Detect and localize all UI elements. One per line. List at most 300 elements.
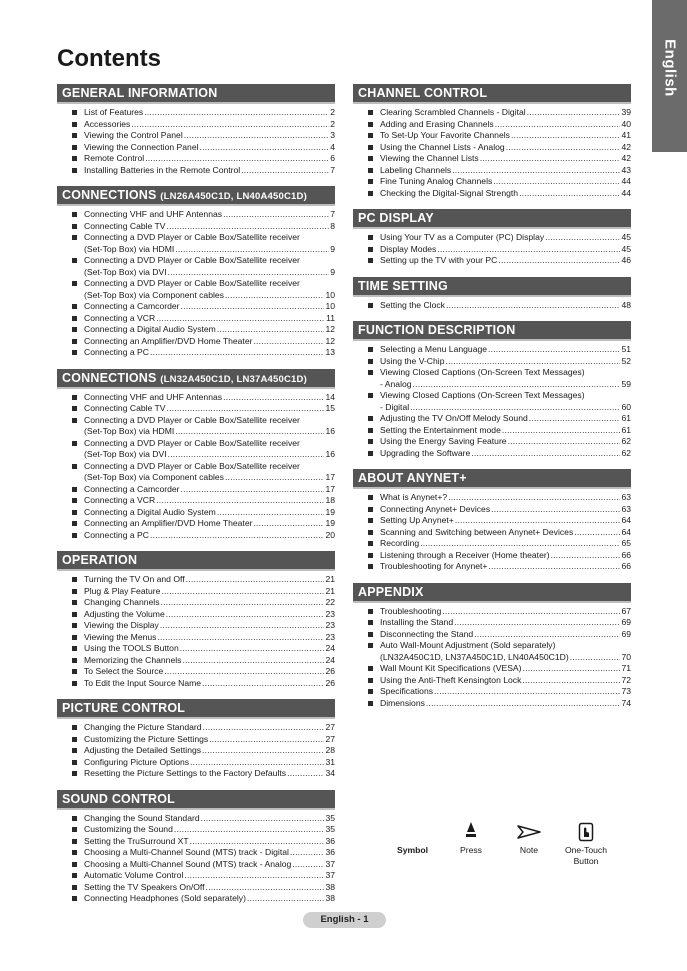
toc-entry-text: Viewing the Connection Panel — [84, 141, 199, 152]
toc-entry — [57, 882, 335, 894]
legend-press-label: Press — [460, 845, 482, 855]
toc-entry-text: Choosing a Multi-Channel Sound (MTS) track - Digital — [84, 847, 289, 857]
toc-entry-page: 2 — [330, 107, 335, 117]
toc-entry-page: 63 — [621, 492, 631, 502]
toc-entry-text: Setting Up Anynet+ — [380, 515, 454, 525]
toc-entry-text-line1: Connecting a DVD Player or Cable Box/Satellite receiver — [84, 278, 300, 288]
toc-entry-page: 7 — [330, 164, 335, 175]
dot-leader — [174, 824, 325, 836]
toc-entry-page: 9 — [330, 243, 335, 254]
toc-entry-text: Connecting a Digital Audio System — [84, 506, 216, 517]
dot-leader — [523, 663, 621, 675]
toc-entry — [57, 495, 335, 507]
toc-section-picture-control — [57, 699, 335, 780]
dot-leader — [167, 221, 330, 233]
toc-entry-text: Connecting VHF and UHF Antennas — [84, 209, 223, 219]
toc-entry-text: Adjusting the Detailed Settings — [84, 745, 202, 755]
dot-leader — [225, 290, 324, 302]
toc-entry-text: (Set-Top Box) via DVI — [84, 449, 167, 459]
toc-entry — [353, 640, 631, 663]
toc-entry-page: 27 — [325, 733, 335, 744]
toc-entry-text: Connecting Anynet+ Devices — [380, 503, 491, 514]
toc-entry-text: (Set-Top Box) via Component cables — [84, 472, 224, 482]
toc-entry-text-line1: Viewing Closed Captions (On-Screen Text Messages) — [380, 390, 585, 400]
dot-leader — [290, 847, 325, 859]
dot-leader — [434, 686, 620, 698]
toc-entry-page: 24 — [325, 654, 335, 665]
toc-entry-page: 17 — [325, 483, 335, 494]
toc-entry-page: 12 — [325, 335, 335, 346]
toc-entry-page: 36 — [325, 835, 335, 846]
toc-entry-text: Configuring Picture Options — [84, 756, 190, 767]
toc-entry-text: Connecting a VCR — [84, 312, 156, 323]
toc-entry-page: 26 — [325, 677, 335, 688]
toc-entry-page: 66 — [621, 549, 631, 560]
toc-entry — [57, 347, 335, 359]
toc-entry-page: 3 — [330, 130, 335, 140]
toc-entry — [57, 620, 335, 632]
toc-entry-page: 74 — [621, 697, 631, 708]
toc-entry-list — [353, 492, 631, 573]
toc-entry-page: 42 — [621, 141, 631, 152]
section-heading-text: OPERATION — [62, 553, 138, 567]
page-title: Contents — [57, 45, 161, 72]
toc-entry — [353, 176, 631, 188]
toc-entry-text: Connecting Cable TV — [84, 220, 166, 231]
toc-entry-list — [57, 209, 335, 359]
toc-entry-page: 70 — [621, 651, 631, 662]
toc-entry-text: To Edit the Input Source Name — [84, 677, 202, 688]
toc-entry-text: Turning the TV On and Off — [84, 574, 185, 584]
dot-leader — [570, 652, 621, 664]
toc-entry-text: Using the TOOLS Button — [84, 643, 179, 653]
dot-leader — [164, 666, 324, 678]
section-heading — [353, 583, 631, 603]
toc-entry — [57, 824, 335, 836]
toc-section-pc-display — [353, 209, 631, 267]
toc-entry-page: 12 — [325, 324, 335, 334]
toc-entry-text: Fine Tuning Analog Channels — [380, 176, 493, 186]
toc-entry — [353, 561, 631, 573]
legend-one-touch — [561, 822, 611, 866]
section-heading — [353, 321, 631, 341]
toc-entry-page: 9 — [330, 266, 335, 277]
toc-entry-page: 11 — [326, 312, 335, 323]
dot-leader — [502, 425, 621, 437]
toc-entry-list — [353, 344, 631, 459]
dot-leader — [442, 606, 620, 618]
dot-leader — [413, 379, 621, 391]
toc-entry — [57, 130, 335, 142]
dot-leader — [488, 561, 620, 573]
toc-entry-text: Troubleshooting — [380, 605, 442, 616]
toc-entry-text-line1: Connecting a DVD Player or Cable Box/Satellite receiver — [84, 255, 300, 265]
toc-entry-text: Connecting a PC — [84, 529, 149, 540]
dot-leader — [410, 402, 620, 414]
dot-leader — [144, 107, 329, 119]
toc-entry-page: 19 — [325, 518, 335, 528]
toc-entry — [353, 698, 631, 710]
toc-entry — [353, 606, 631, 618]
toc-entry-page: 61 — [621, 413, 631, 423]
toc-entry-text: Installing the Stand — [380, 617, 454, 627]
toc-entry-page: 37 — [325, 858, 335, 869]
toc-entry-text: (Set-Top Box) via HDMI — [84, 426, 175, 436]
section-heading — [57, 84, 335, 104]
toc-entry — [353, 675, 631, 687]
toc-entry-page: 37 — [325, 870, 335, 880]
toc-entry-page: 73 — [621, 686, 631, 696]
toc-entry-page: 67 — [621, 605, 631, 616]
dot-leader — [160, 620, 325, 632]
toc-entry-page: 59 — [621, 378, 631, 389]
toc-entry — [353, 504, 631, 516]
section-heading — [353, 209, 631, 229]
toc-entry-text: (Set-Top Box) via HDMI — [84, 243, 175, 254]
dot-leader — [446, 356, 621, 368]
toc-entry — [57, 301, 335, 313]
toc-entry-page: 69 — [621, 628, 631, 639]
toc-entry — [57, 643, 335, 655]
toc-entry — [57, 768, 335, 780]
toc-entry-text: Troubleshooting for Anynet+ — [380, 561, 488, 571]
press-icon — [464, 822, 478, 842]
toc-entry-page: 62 — [621, 447, 631, 458]
toc-entry — [353, 367, 631, 390]
toc-section-general-information — [57, 84, 335, 176]
dot-leader — [209, 734, 324, 746]
toc-entry-page: 44 — [621, 187, 631, 198]
toc-entry-text: What is Anynet+? — [380, 492, 448, 502]
section-heading-text: CHANNEL CONTROL — [358, 86, 488, 100]
dot-leader — [522, 675, 620, 687]
toc-entry — [57, 507, 335, 519]
section-heading-text: PICTURE CONTROL — [62, 701, 186, 715]
toc-section-appendix — [353, 583, 631, 710]
legend-one-touch-label: One-Touch Button — [564, 845, 608, 866]
toc-entry — [57, 734, 335, 746]
toc-entry — [57, 232, 335, 255]
dot-leader — [167, 403, 325, 415]
toc-entry — [353, 436, 631, 448]
toc-entry-text: Recording — [380, 538, 420, 548]
toc-entry-text: Labeling Channels — [380, 164, 452, 175]
toc-entry — [353, 188, 631, 200]
dot-leader — [181, 301, 325, 313]
toc-entry — [57, 722, 335, 734]
toc-entry-text: Connecting a Camcorder — [84, 301, 180, 311]
toc-entry-text-line1: Auto Wall-Mount Adjustment (Sold separately) — [380, 640, 556, 650]
toc-entry-text: Changing the Sound Standard — [84, 812, 200, 823]
toc-entry-page: 61 — [621, 424, 631, 435]
toc-entry — [353, 107, 631, 119]
toc-entry-text: Plug & Play Feature — [84, 585, 161, 596]
toc-entry — [353, 244, 631, 256]
toc-entry — [353, 356, 631, 368]
toc-entry-page: 72 — [621, 674, 631, 685]
toc-entry-page: 23 — [325, 631, 335, 642]
toc-entry-page: 8 — [330, 220, 335, 231]
dot-leader — [446, 300, 620, 312]
toc-entry-text: Remote Control — [84, 153, 145, 163]
toc-entry — [57, 586, 335, 598]
toc-entry-text: Setting the Entertainment mode — [380, 424, 501, 435]
dot-leader — [241, 165, 329, 177]
dot-leader — [156, 313, 325, 325]
toc-entry — [57, 678, 335, 690]
dot-leader — [551, 550, 621, 562]
toc-entry — [57, 255, 335, 278]
toc-entry — [57, 221, 335, 233]
toc-entry — [353, 413, 631, 425]
dot-leader — [150, 530, 324, 542]
toc-entry — [57, 403, 335, 415]
toc-entry-page: 64 — [621, 526, 631, 537]
toc-entry — [57, 313, 335, 325]
toc-entry — [57, 142, 335, 154]
dot-leader — [161, 586, 324, 598]
dot-leader — [529, 413, 621, 425]
dot-leader — [452, 165, 620, 177]
toc-entry-page: 46 — [621, 255, 631, 265]
dot-leader — [574, 527, 620, 539]
dot-leader — [217, 507, 325, 519]
toc-entry-text: Listening through a Receiver (Home theater) — [380, 549, 550, 560]
toc-entry — [57, 484, 335, 496]
dot-leader — [200, 142, 330, 154]
toc-entry — [57, 847, 335, 859]
dot-leader — [166, 609, 325, 621]
section-heading-models: (LN32A450C1D, LN37A450C1D) — [160, 373, 307, 385]
dot-leader — [190, 757, 324, 769]
toc-section-time-setting — [353, 277, 631, 312]
dot-leader — [506, 142, 621, 154]
toc-entry-text: Connecting a Camcorder — [84, 483, 180, 494]
note-arrow-icon — [517, 822, 541, 842]
toc-entry — [57, 859, 335, 871]
toc-entry-page: 60 — [621, 401, 631, 412]
toc-entry-text: Connecting Headphones (Sold separately) — [84, 893, 246, 903]
dot-leader — [287, 768, 324, 780]
toc-entry-page: 35 — [325, 812, 335, 823]
section-heading — [57, 699, 335, 719]
toc-entry — [353, 165, 631, 177]
toc-section-about-anynet — [353, 469, 631, 573]
toc-entry-page: 24 — [325, 643, 335, 653]
toc-entry-page: 22 — [325, 597, 335, 607]
toc-entry-page: 65 — [621, 538, 631, 548]
dot-leader — [511, 130, 621, 142]
toc-entry-text: Adding and Erasing Channels — [380, 118, 494, 129]
toc-entry — [57, 574, 335, 586]
section-heading-text: APPENDIX — [358, 584, 424, 599]
toc-entry-text: Connecting a VCR — [84, 495, 156, 505]
toc-entry-text: Upgrading the Software — [380, 447, 471, 458]
toc-entry-page: 35 — [325, 824, 335, 834]
toc-entry — [353, 686, 631, 698]
toc-entry-text: List of Features — [84, 107, 144, 117]
dot-leader — [201, 813, 325, 825]
section-heading-text: ABOUT ANYNET+ — [358, 471, 467, 485]
toc-section-function-description — [353, 321, 631, 459]
toc-entry-page: 10 — [325, 301, 335, 311]
dot-leader — [203, 722, 325, 734]
toc-entry — [353, 300, 631, 312]
toc-entry-page: 27 — [325, 722, 335, 732]
dot-leader — [223, 392, 324, 404]
toc-entry-text: Disconnecting the Stand — [380, 628, 474, 639]
toc-entry — [57, 518, 335, 530]
dot-leader — [448, 492, 620, 504]
symbol-legend — [395, 822, 625, 867]
toc-entry-page: 62 — [621, 436, 631, 446]
dot-leader — [420, 538, 620, 550]
toc-entry-page: 51 — [621, 344, 631, 354]
dot-leader — [493, 176, 620, 188]
toc-section-connections-1 — [57, 186, 335, 359]
dot-leader — [182, 655, 324, 667]
toc-entry-page: 36 — [325, 847, 335, 857]
toc-entry-text: Clearing Scrambled Channels - Digital — [380, 107, 526, 117]
toc-entry — [57, 324, 335, 336]
dot-leader — [131, 119, 329, 131]
dot-leader — [202, 745, 324, 757]
toc-entry-text: Setting the Clock — [380, 299, 445, 310]
toc-entry-text: Scanning and Switching between Anynet+ Devices — [380, 526, 574, 537]
dot-leader — [480, 153, 621, 165]
dot-leader — [175, 244, 329, 256]
dot-leader — [145, 153, 329, 165]
toc-entry — [57, 757, 335, 769]
dot-leader — [168, 267, 330, 279]
toc-entry — [353, 255, 631, 267]
toc-entry — [353, 142, 631, 154]
toc-entry-text: Connecting VHF and UHF Antennas — [84, 391, 223, 402]
toc-entry — [353, 629, 631, 641]
section-heading-text: CONNECTIONS — [62, 370, 157, 385]
toc-entry-text: Viewing the Menus — [84, 631, 157, 642]
toc-entry-page: 28 — [325, 745, 335, 755]
legend-note — [511, 822, 547, 856]
toc-entry — [353, 344, 631, 356]
toc-entry-text: Automatic Volume Control — [84, 870, 184, 880]
toc-entry-text: Setting the TV Speakers On/Off — [84, 881, 205, 892]
toc-entry-page: 7 — [330, 209, 335, 219]
toc-entry-text: Customizing the Picture Settings — [84, 733, 209, 744]
toc-entry-page: 26 — [325, 666, 335, 676]
toc-entry-list — [353, 300, 631, 312]
toc-entry-text: Connecting an Amplifier/DVD Home Theater — [84, 518, 253, 528]
toc-entry-page: 20 — [325, 529, 335, 540]
toc-entry-text: (Set-Top Box) via Component cables — [84, 289, 224, 300]
toc-entry — [353, 448, 631, 460]
toc-entry-list — [57, 107, 335, 176]
toc-entry-list — [57, 574, 335, 689]
toc-entry-page: 66 — [621, 561, 631, 571]
toc-entry-page: 23 — [325, 620, 335, 630]
dot-leader — [157, 632, 324, 644]
toc-entry-text-line1: Connecting a DVD Player or Cable Box/Satellite receiver — [84, 232, 300, 242]
toc-entry-text: Using the Anti-Theft Kensington Lock — [380, 674, 522, 685]
toc-entry — [353, 617, 631, 629]
toc-entry-text: Using the Energy Saving Feature — [380, 436, 507, 446]
toc-entry — [57, 632, 335, 644]
toc-entry-page: 14 — [325, 391, 335, 402]
dot-leader — [225, 472, 324, 484]
toc-entry-text: - Digital — [380, 401, 410, 412]
section-heading — [353, 84, 631, 104]
toc-entry — [353, 527, 631, 539]
dot-leader — [223, 209, 329, 221]
toc-entry-page: 43 — [621, 164, 631, 175]
toc-entry — [57, 666, 335, 678]
dot-leader — [180, 643, 325, 655]
dot-leader — [206, 882, 325, 894]
toc-entry-text: Display Modes — [380, 243, 437, 254]
toc-entry-page: 10 — [325, 289, 335, 300]
dot-leader — [247, 893, 324, 905]
toc-entry-page: 44 — [621, 176, 631, 186]
toc-entry-page: 2 — [330, 118, 335, 129]
dot-leader — [495, 119, 621, 131]
toc-entry — [57, 209, 335, 221]
toc-entry — [57, 870, 335, 882]
toc-entry — [353, 232, 631, 244]
toc-entry-page: 48 — [621, 299, 631, 310]
dot-leader — [454, 617, 620, 629]
toc-entry-text: Dimensions — [380, 697, 425, 708]
dot-leader — [519, 188, 620, 200]
section-heading — [353, 469, 631, 489]
dot-leader — [253, 518, 324, 530]
toc-entry — [353, 515, 631, 527]
toc-entry — [57, 597, 335, 609]
toc-entry — [57, 745, 335, 757]
toc-entry-page: 13 — [325, 347, 335, 357]
toc-entry-page: 38 — [325, 881, 335, 892]
dot-leader — [426, 698, 621, 710]
toc-entry-page: 21 — [325, 574, 335, 584]
toc-entry — [57, 392, 335, 404]
toc-entry-text: Connecting Cable TV — [84, 403, 166, 413]
toc-entry — [353, 663, 631, 675]
dot-leader — [292, 859, 324, 871]
section-heading-text: GENERAL INFORMATION — [62, 86, 218, 100]
toc-entry-list — [353, 232, 631, 267]
language-side-tab — [652, 0, 687, 152]
toc-entry — [353, 492, 631, 504]
dot-leader — [498, 255, 620, 267]
toc-entry-page: 45 — [621, 243, 631, 254]
toc-entry-list — [353, 107, 631, 199]
side-tab-label: English — [661, 39, 678, 97]
toc-entry-page: 18 — [325, 495, 335, 505]
toc-entry-text: Adjusting the TV On/Off Melody Sound — [380, 413, 528, 423]
toc-entry-text: Using the Channel Lists - Analog — [380, 141, 505, 152]
toc-entry-text: Viewing the Control Panel — [84, 130, 183, 140]
toc-section-sound-control — [57, 790, 335, 905]
dot-leader — [437, 244, 620, 256]
toc-entry-page: 45 — [621, 232, 631, 242]
toc-entry-text: Using Your TV as a Computer (PC) Display — [380, 232, 545, 242]
toc-entry-text: Viewing the Display — [84, 620, 159, 630]
dot-leader — [491, 504, 620, 516]
toc-entry — [57, 609, 335, 621]
toc-entry-text: Setting up the TV with your PC — [380, 255, 498, 265]
dot-leader — [161, 597, 325, 609]
toc-section-operation — [57, 551, 335, 689]
toc-entry-text: Setting the TruSurround XT — [84, 835, 189, 846]
